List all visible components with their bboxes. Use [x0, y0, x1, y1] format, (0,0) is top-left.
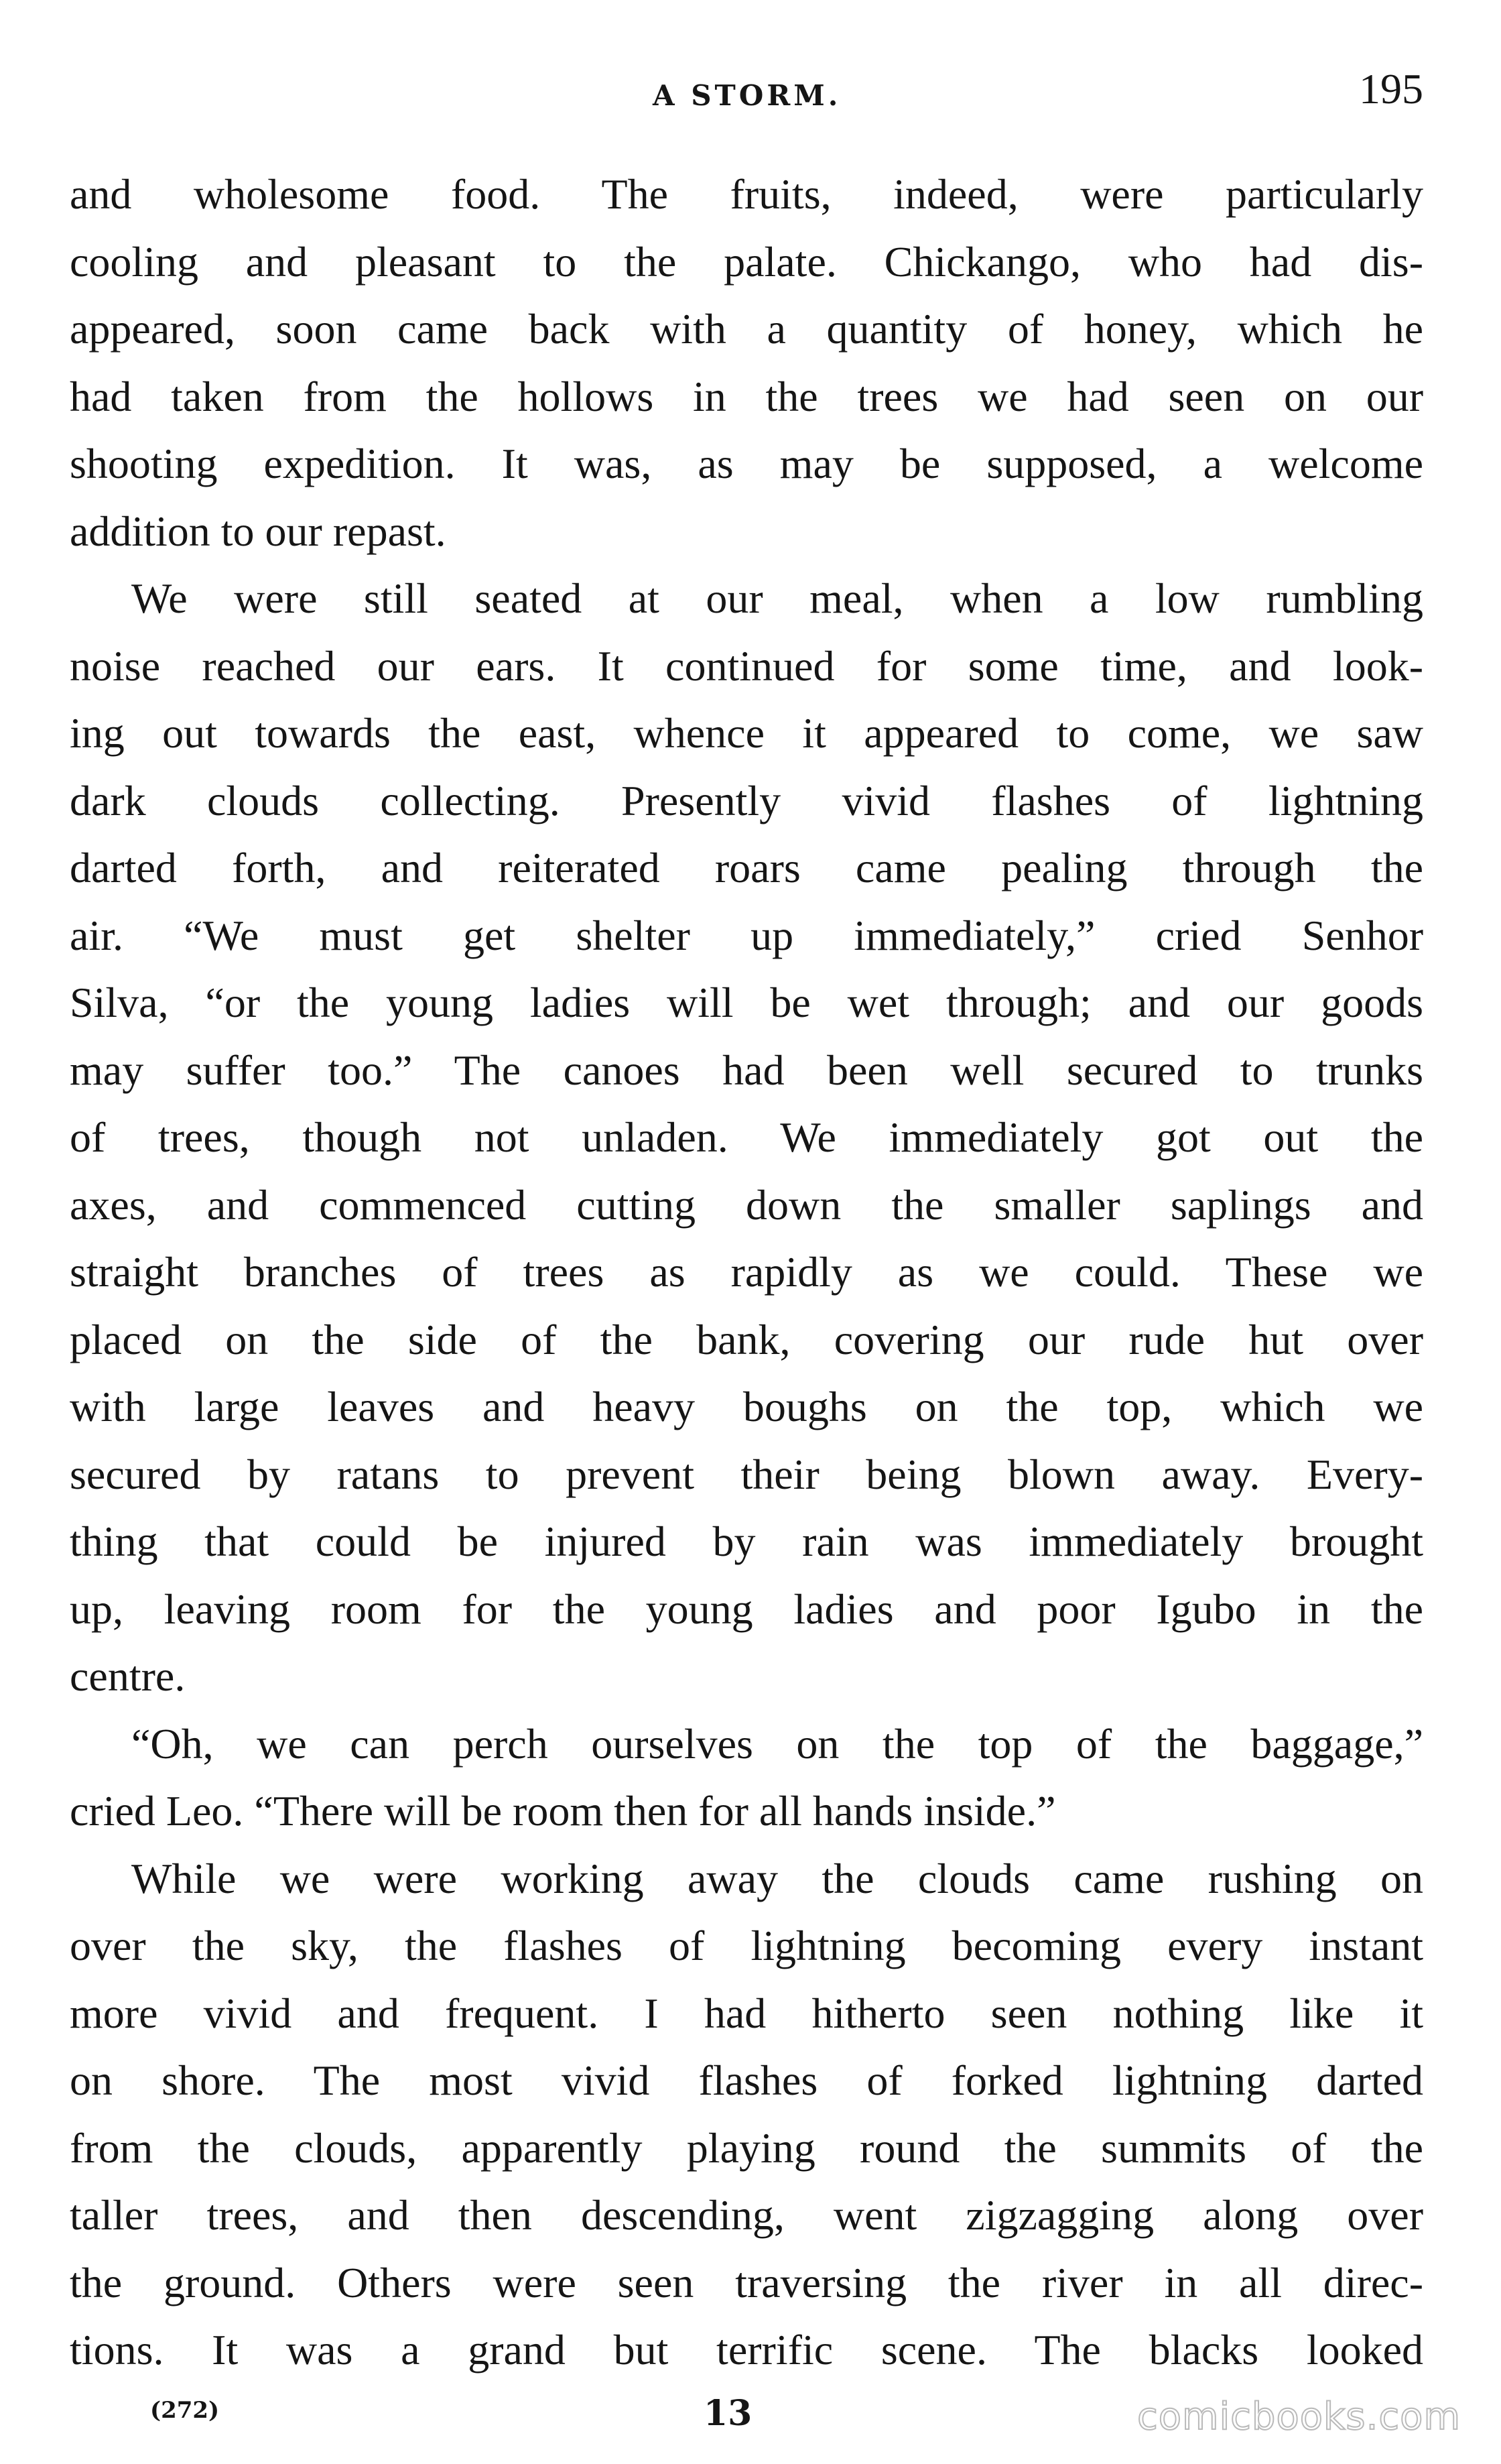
paragraph-2	[70, 565, 1423, 1711]
text-line: darted forth, and reiterated roars came pealing through the	[70, 844, 1423, 891]
paragraph-1	[70, 161, 1423, 565]
text-line: noise reached our ears. It continued for some time, and look-	[70, 641, 1423, 690]
text-line: with large leaves and heavy boughs on the top, which we	[70, 1383, 1423, 1430]
running-title: A STORM.	[653, 79, 842, 112]
text-line: more vivid and frequent. I had hitherto seen nothing like it	[70, 1989, 1423, 2037]
text-line: secured by ratans to prevent their being blown away. Every-	[70, 1450, 1423, 1498]
text-line: from the clouds, apparently playing round the summits of the	[70, 2123, 1423, 2172]
text-line: had taken from the hollows in the trees we had seen on our	[70, 372, 1423, 420]
text-line: air. “We must get shelter up immediately,” cried Senhor	[70, 911, 1423, 959]
text-line: While we were working away the clouds came rushing on	[131, 1854, 1423, 1902]
paragraph-4	[70, 1845, 1423, 2384]
text-line: ing out towards the east, whence it appeared to come, we saw	[70, 709, 1423, 757]
text-line: axes, and commenced cutting down the smaller saplings and	[70, 1180, 1423, 1229]
text-line: appeared, soon came back with a quantity of honey, which he	[70, 305, 1423, 353]
paragraph-3	[70, 1711, 1423, 1845]
watermark: comicbooks.com	[1136, 2395, 1461, 2439]
text-line: thing that could be injured by rain was immediately brought	[70, 1518, 1423, 1565]
text-line: cooling and pleasant to the palate. Chickango, who had dis-	[70, 237, 1423, 286]
text-line: placed on the side of the bank, covering our rude hut over	[70, 1315, 1423, 1363]
page-header	[70, 64, 1423, 118]
text-line: may suffer too.” The canoes had been well secured to trunks	[70, 1046, 1423, 1094]
page-number: 195	[1359, 65, 1423, 113]
text-line: up, leaving room for the young ladies and poor Igubo in the	[70, 1585, 1423, 1633]
body-text	[70, 161, 1423, 2384]
text-line: on shore. The most vivid flashes of forked lightning darted	[70, 2056, 1423, 2104]
signature-mark: (272)	[150, 2397, 220, 2424]
text-line: Silva, “or the young ladies will be wet through; and our goods	[70, 979, 1423, 1026]
text-line: shooting expedition. It was, as may be supposed, a welcome	[70, 440, 1423, 487]
text-line: dark clouds collecting. Presently vivid flashes of lightning	[70, 776, 1423, 824]
text-line: over the sky, the flashes of lightning becoming every instant	[70, 1922, 1423, 1969]
text-line: addition to our repast.	[70, 507, 446, 555]
text-line: straight branches of trees as rapidly as we could. These we	[70, 1248, 1423, 1296]
text-line: We were still seated at our meal, when a low rumbling	[131, 574, 1423, 622]
text-line: and wholesome food. The fruits, indeed, were particularly	[70, 170, 1423, 218]
text-line: cried Leo. “There will be room then for all hands inside.”	[70, 1787, 1056, 1835]
text-line: of trees, though not unladen. We immediately got out the	[70, 1113, 1423, 1161]
text-line: “Oh, we can perch ourselves on the top of the baggage,”	[131, 1719, 1423, 1768]
sheet-number: 13	[704, 2393, 753, 2434]
text-line: taller trees, and then descending, went zigzagging along over	[70, 2191, 1423, 2239]
text-line: tions. It was a grand but terrific scene. The blacks looked	[70, 2326, 1423, 2374]
text-line: centre.	[70, 1652, 186, 1700]
text-line: the ground. Others were seen traversing the river in all direc-	[70, 2258, 1423, 2306]
